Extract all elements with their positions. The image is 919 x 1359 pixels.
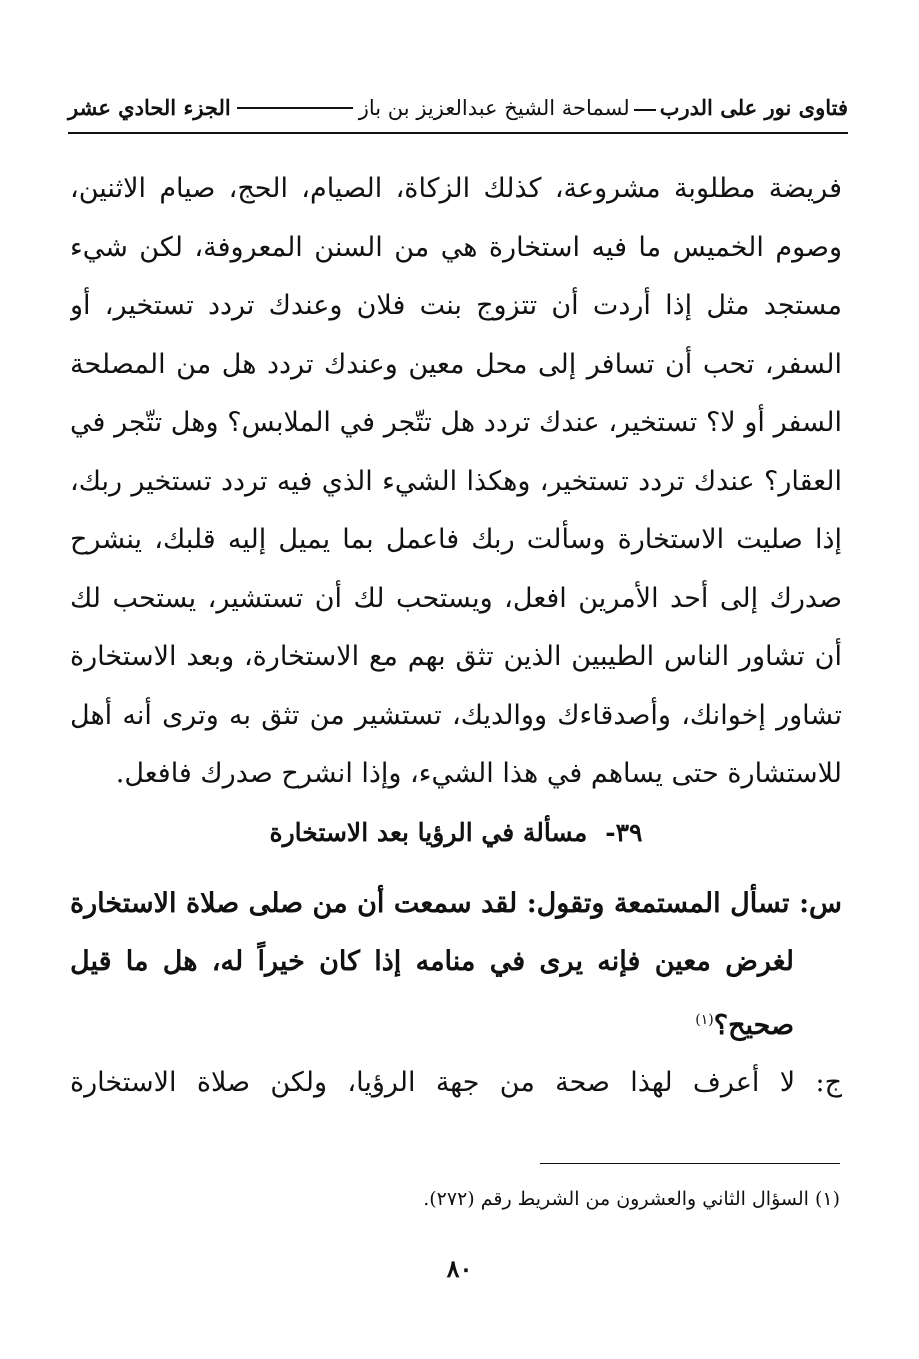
body-line: وصوم الخميس ما فيه استخارة هي من السنن المعروفة، لكن شيء <box>70 231 842 263</box>
body-line: تشاور إخوانك، وأصدقاءك ووالديك، تستشير من تثق به وترى أنه أهل <box>70 699 842 731</box>
body-line: صدرك إلى أحد الأمرين افعل، ويستحب لك أن تستشير، يستحب لك <box>70 582 842 614</box>
header-book-title <box>359 88 848 128</box>
body-line: مستجد مثل إذا أردت أن تتزوج بنت فلان وعندك تردد تستخير، أو <box>70 290 842 321</box>
footnote-divider <box>540 1163 840 1164</box>
body-line: العقار؟ عندك تردد تستخير، وهكذا الشيء الذي فيه تردد تستخير ربك، <box>70 465 842 497</box>
footnote: (١) السؤال الثاني والعشرون من الشريط رقم (٢٧٢). <box>423 1188 840 1210</box>
footnote-marker: (١) <box>695 1012 714 1028</box>
question-line: لغرض معين فإنه يرى في منامه إذا كان خيراً له، هل ما قيل <box>70 946 794 977</box>
body-line: للاستشارة حتى يساهم في هذا الشيء، وإذا انشرح صدرك فافعل. <box>115 758 842 789</box>
body-line: إذا صليت الاستخارة وسألت ربك فاعمل بما يميل إليه قلبك، ينشرح <box>70 524 842 555</box>
question-line-text: صحيح؟ <box>713 1010 794 1041</box>
page-number: ٨٠ <box>446 1254 473 1283</box>
book-title: فتاوى نور على الدرب <box>659 95 848 120</box>
body-line: السفر، تحب أن تسافر إلى محل معين وعندك تردد هل من المصلحة <box>70 348 842 380</box>
running-header <box>68 88 848 128</box>
section-title: مسألة في الرؤيا بعد الاستخارة <box>269 818 588 847</box>
body-line: السفر أو لا؟ تستخير، عندك تردد هل تتّجر في الملابس؟ وهل تتّجر في <box>70 407 842 438</box>
body-paragraph <box>70 160 842 804</box>
question-block <box>70 875 842 1049</box>
answer-block <box>70 1054 842 1112</box>
header-rule-fill <box>237 107 353 109</box>
body-line: فريضة مطلوبة مشروعة، كذلك الزكاة، الصيام، الحج، صيام الاثنين، <box>70 173 842 204</box>
header-volume: الجزء الحادي عشر <box>68 95 231 120</box>
section-number: ٣٩- <box>605 818 643 847</box>
question-line-last <box>70 991 842 1049</box>
answer-line: ج: لا أعرف لهذا صحة من جهة الرؤيا، ولكن صلاة الاستخارة <box>70 1067 842 1098</box>
section-heading <box>70 808 842 858</box>
question-line: س: تسأل المستمعة وتقول: لقد سمعت أن من صلى صلاة الاستخارة <box>70 888 842 919</box>
header-dash <box>634 109 656 111</box>
header-divider <box>68 132 848 134</box>
header-author: لسماحة الشيخ عبدالعزيز بن باز <box>358 96 630 120</box>
body-line: أن تشاور الناس الطيبين الذين تثق بهم مع الاستخارة، وبعد الاستخارة <box>70 641 842 672</box>
